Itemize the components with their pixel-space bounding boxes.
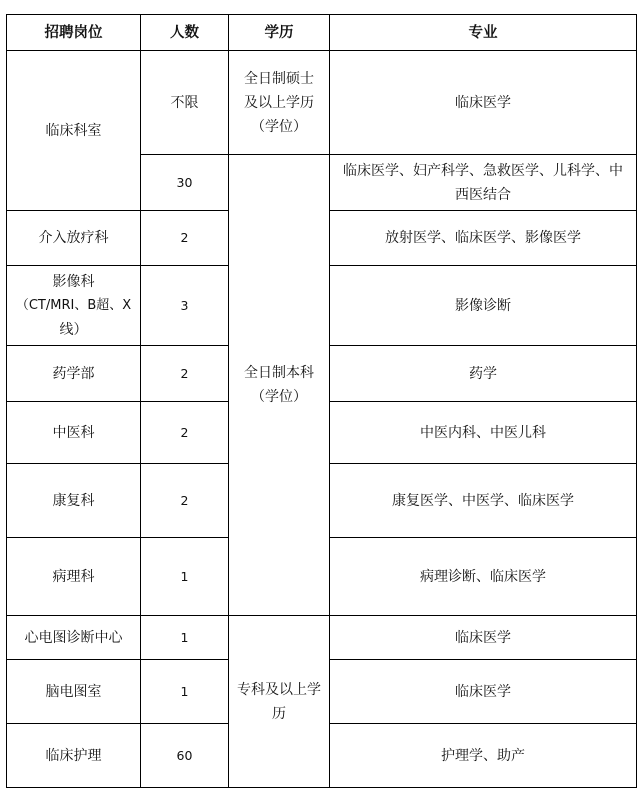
- table-row: [7, 51, 637, 155]
- cell-count: 1: [141, 538, 229, 616]
- cell-major: 放射医学、临床医学、影像医学: [330, 211, 637, 266]
- education-line: 及以上学历: [244, 94, 314, 111]
- header-position: 招聘岗位: [7, 15, 141, 51]
- cell-position: 药学部: [7, 346, 141, 402]
- position-line: 线）: [59, 321, 88, 338]
- cell-count: 2: [141, 464, 229, 538]
- cell-major: [330, 155, 637, 211]
- cell-count: 2: [141, 346, 229, 402]
- cell-position: 康复科: [7, 464, 141, 538]
- cell-major: 药学: [330, 346, 637, 402]
- cell-count: 2: [141, 211, 229, 266]
- cell-position: [7, 266, 141, 346]
- table-row: [7, 616, 637, 660]
- cell-position: 病理科: [7, 538, 141, 616]
- cell-major: 康复医学、中医学、临床医学: [330, 464, 637, 538]
- education-line: 专科及以上学: [237, 681, 321, 698]
- cell-count: 60: [141, 724, 229, 788]
- cell-position: 脑电图室: [7, 660, 141, 724]
- cell-education-college: [229, 616, 330, 788]
- cell-position: 心电图诊断中心: [7, 616, 141, 660]
- cell-count: 1: [141, 660, 229, 724]
- cell-education-master: [229, 51, 330, 155]
- major-line: 西医结合: [455, 186, 511, 203]
- table-header-row: [7, 15, 637, 51]
- cell-position: 介入放疗科: [7, 211, 141, 266]
- education-line: （学位）: [251, 118, 307, 135]
- cell-position: 中医科: [7, 402, 141, 464]
- cell-position: 临床科室: [7, 51, 141, 211]
- header-education: 学历: [229, 15, 330, 51]
- major-line: 临床医学、妇产科学、急救医学、儿科学、中: [343, 162, 623, 179]
- education-line: 全日制本科: [244, 365, 314, 381]
- cell-major: 中医内科、中医儿科: [330, 402, 637, 464]
- header-major: 专业: [330, 15, 637, 51]
- header-count: 人数: [141, 15, 229, 51]
- cell-major: 影像诊断: [330, 266, 637, 346]
- cell-count: 2: [141, 402, 229, 464]
- cell-position: 临床护理: [7, 724, 141, 788]
- cell-count: 1: [141, 616, 229, 660]
- cell-count: 30: [141, 155, 229, 211]
- cell-major: 护理学、助产: [330, 724, 637, 788]
- education-line: 历: [272, 705, 286, 722]
- cell-major: 临床医学: [330, 616, 637, 660]
- education-line: 全日制硕士: [244, 70, 314, 87]
- cell-education-bachelor: [229, 155, 330, 616]
- education-line: （学位）: [251, 389, 307, 405]
- cell-major: 病理诊断、临床医学: [330, 538, 637, 616]
- cell-major: 临床医学: [330, 51, 637, 155]
- position-line: （CT/MRI、B超、X: [15, 297, 132, 313]
- recruitment-table: [6, 14, 637, 788]
- cell-count: 3: [141, 266, 229, 346]
- position-line: 影像科: [52, 273, 95, 290]
- cell-count: 不限: [141, 51, 229, 155]
- cell-major: 临床医学: [330, 660, 637, 724]
